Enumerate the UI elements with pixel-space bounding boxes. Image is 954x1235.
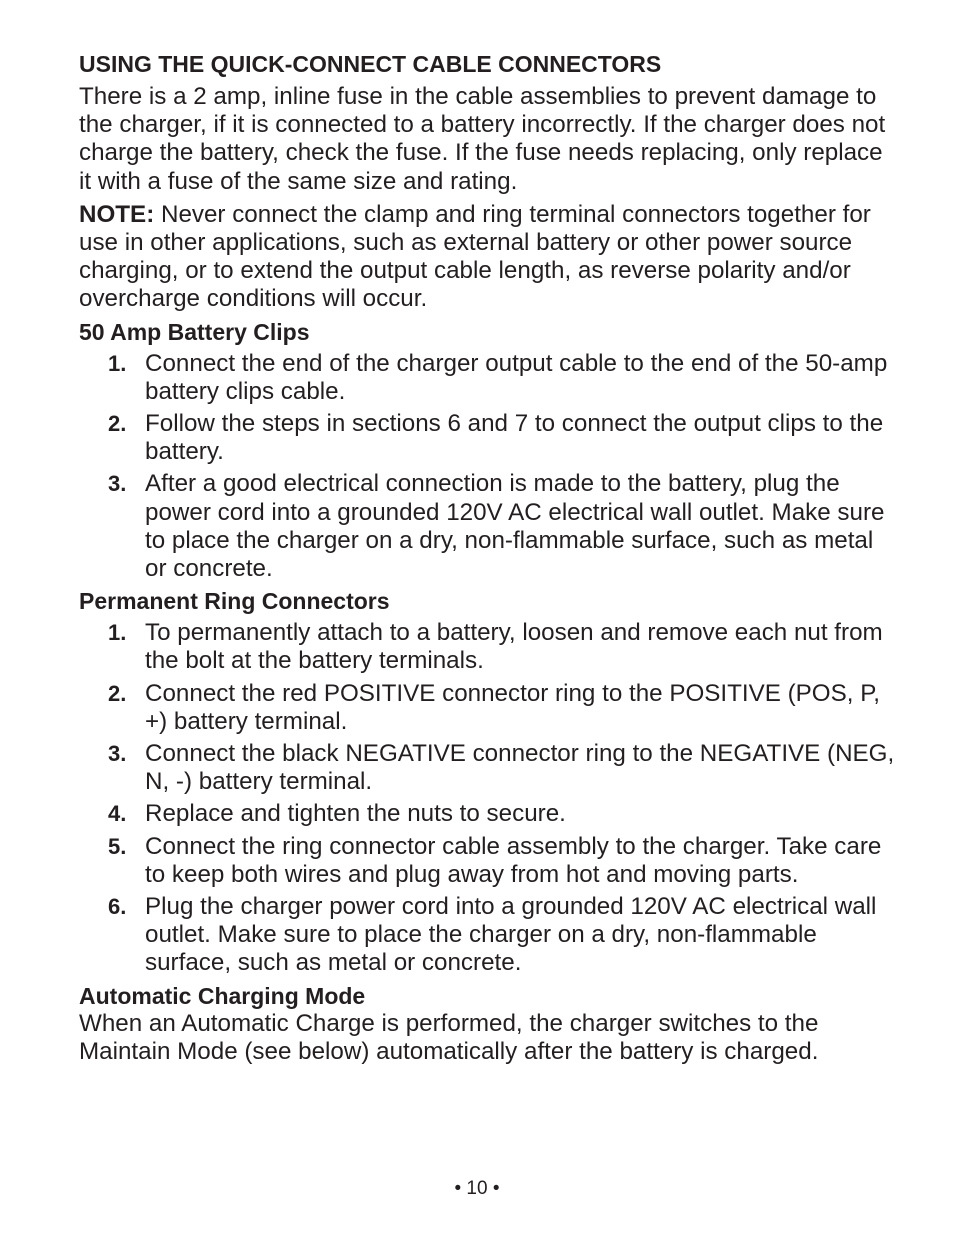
section-heading: USING THE QUICK-CONNECT CABLE CONNECTORS: [79, 51, 662, 77]
subheading-battery-clips: 50 Amp Battery Clips: [79, 318, 310, 345]
list-item: [79, 893, 899, 978]
step-number: 1.: [108, 620, 127, 646]
step-number: 3.: [108, 471, 127, 497]
list-item: [79, 800, 899, 828]
document-page: [79, 50, 899, 1066]
step-text: To permanently attach to a battery, loosen and remove each nut from the bolt at the battery terminals.: [145, 619, 883, 675]
page-number: • 10 •: [454, 1178, 500, 1199]
list-item: [79, 740, 899, 796]
step-text: Replace and tighten the nuts to secure.: [145, 800, 566, 828]
step-number: 2.: [108, 411, 127, 437]
step-text: Connect the end of the charger output cable to the end of the 50-amp battery clips cable.: [145, 349, 888, 405]
note-label: NOTE:: [79, 200, 155, 228]
note-paragraph: [79, 201, 899, 314]
step-text: After a good electrical connection is made to the battery, plug the power cord into a grounded 120V AC electrical wall outlet. Make sure to place the charger on a dry, non-flammable surface, such as metal or concrete.: [145, 470, 885, 583]
intro-paragraph: There is a 2 amp, inline fuse in the cable assemblies to prevent damage to the charger, if it is connected to a battery incorrectly. If the charger does not charge the battery, check the fuse. If the fuse needs replacing, only replace it with a fuse of the same size and rating.: [79, 83, 886, 195]
step-text: Connect the ring connector cable assembly to the charger. Take care to keep both wires and plug away from hot and moving parts.: [145, 832, 882, 888]
list-item: [79, 470, 899, 583]
list-item: [79, 619, 899, 675]
list-item: [79, 833, 899, 889]
list-item: [79, 410, 899, 466]
step-text: Follow the steps in sections 6 and 7 to connect the output clips to the battery.: [145, 410, 884, 466]
step-text: Connect the black NEGATIVE connector ring to the NEGATIVE (NEG, N, -) battery terminal.: [145, 740, 895, 796]
battery-clips-steps: [79, 350, 899, 584]
list-item: [79, 350, 899, 406]
subheading-automatic-mode: Automatic Charging Mode: [79, 982, 366, 1009]
ring-connector-steps: [79, 619, 899, 977]
step-number: 2.: [108, 680, 127, 706]
step-number: 3.: [108, 741, 127, 767]
step-number: 1.: [108, 350, 127, 376]
automatic-mode-paragraph: When an Automatic Charge is performed, the charger switches to the Maintain Mode (see below) automatically after the battery is charged.: [79, 1009, 819, 1065]
step-text: Connect the red POSITIVE connector ring to the POSITIVE (POS, P, +) battery terminal.: [145, 679, 880, 735]
step-number: 4.: [108, 801, 127, 827]
list-item: [79, 680, 899, 736]
step-number: 5.: [108, 833, 127, 859]
note-text: Never connect the clamp and ring terminal connectors together for use in other applications, such as external battery or other power source charging, or to extend the output cable length, as reverse polarity and/or overcharge conditions will occur.: [79, 200, 871, 313]
step-text: Plug the charger power cord into a grounded 120V AC electrical wall outlet. Make sure to place the charger on a dry, non-flammable surface, such as metal or concrete.: [145, 893, 877, 977]
step-number: 6.: [108, 894, 127, 920]
subheading-ring-connectors: Permanent Ring Connectors: [79, 588, 390, 615]
